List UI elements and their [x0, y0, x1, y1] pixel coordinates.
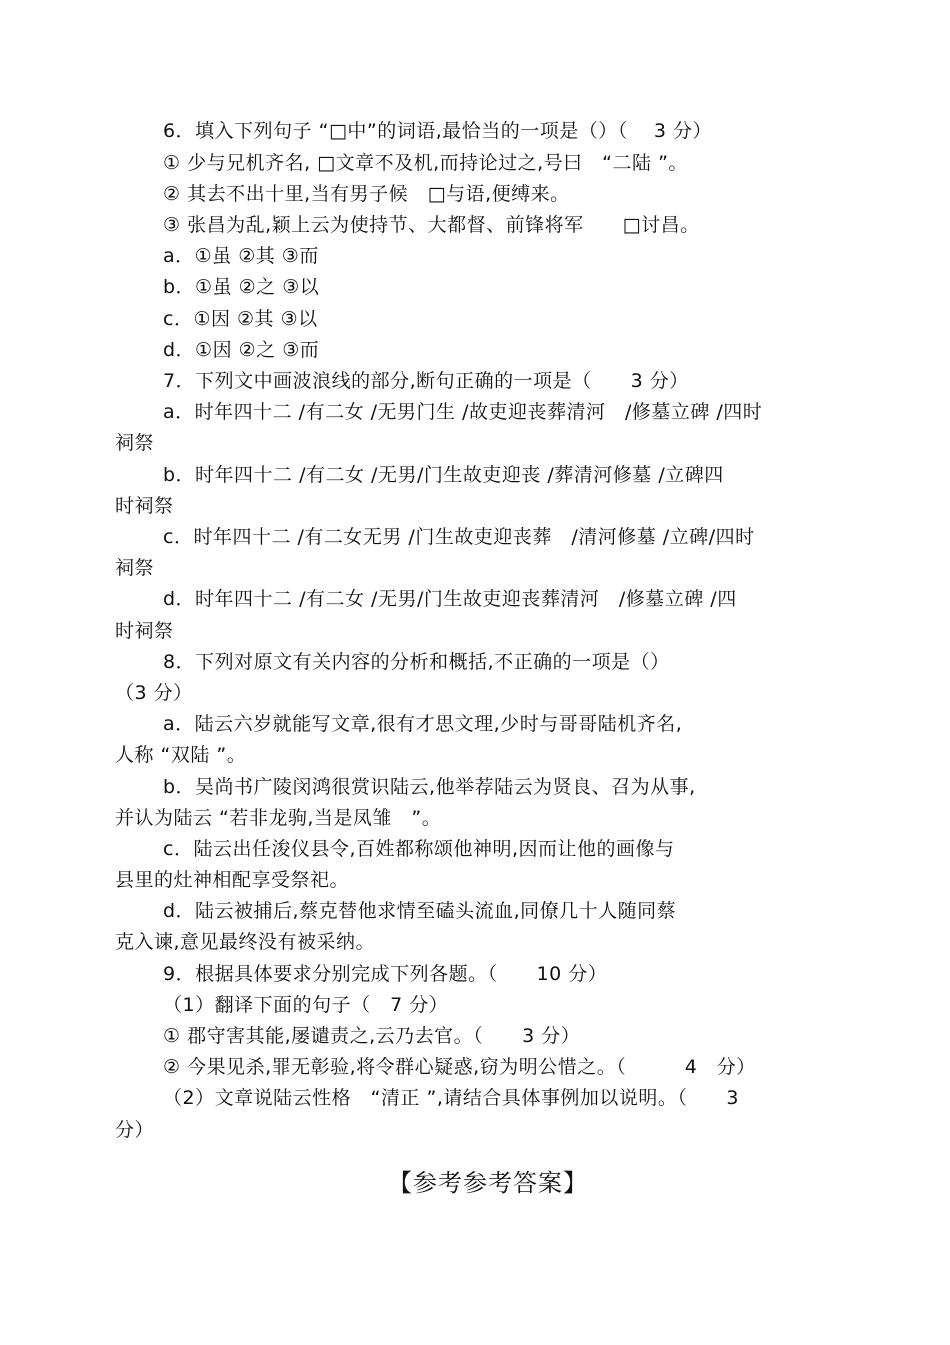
q7-stem: 7．下列文中画波浪线的部分,断句正确的一项是（ 3 分）	[163, 370, 689, 392]
q8-option-a: a．陆云六岁就能写文章,很有才思文理,少时与哥哥陆机齐名,	[163, 713, 683, 735]
q6-sentence-1: ① 少与兄机齐名, □文章不及机,而持论过之,号曰 “二陆 ”。	[163, 152, 688, 174]
q9-part-1-sentence-2: ② 今果见杀,罪无彰验,将令群心疑惑,窃为明公惜之。（ 4 分）	[163, 1056, 756, 1078]
q9-part-2: （2）文章说陆云性格 “清正 ”,请结合具体事例加以说明。（ 3	[163, 1087, 739, 1109]
q6-stem: 6．填入下列句子 “□中”的词语,最恰当的一项是（）（ 3 分）	[163, 120, 712, 142]
q7-option-b: b．时年四十二 /有二女 /无男/门生故吏迎丧 /葬清河修墓 /立碑四	[163, 464, 724, 486]
q7-option-d: d．时年四十二 /有二女 /无男/门生故吏迎丧葬清河 /修墓立碑 /四	[163, 588, 737, 610]
q7-option-b-cont: 时祠祭	[115, 495, 174, 517]
q7-option-a-cont: 祠祭	[115, 432, 155, 454]
q7-option-a: a．时年四十二 /有二女 /无男门生 /故吏迎丧葬清河 /修墓立碑 /四时	[163, 401, 763, 423]
q9-part-2-cont: 分）	[115, 1119, 155, 1141]
q8-option-b: b．吴尚书广陵闵鸿很赏识陆云,他举荐陆云为贤良、召为从事,	[163, 776, 696, 798]
q8-option-d-cont: 克入谏,意见最终没有被采纳。	[115, 931, 376, 953]
q8-stem-cont: （3 分）	[115, 682, 193, 704]
q7-option-c-cont: 祠祭	[115, 557, 155, 579]
q8-stem: 8．下列对原文有关内容的分析和概括,不正确的一项是（）	[163, 651, 670, 673]
q8-option-a-cont: 人称 “双陆 ”。	[115, 744, 247, 766]
q9-stem: 9．根据具体要求分别完成下列各题。（ 10 分）	[163, 963, 608, 985]
q6-sentence-3: ③ 张昌为乱,颖上云为使持节、大都督、前锋将军 □讨昌。	[163, 214, 700, 236]
q8-option-c-cont: 县里的灶神相配享受祭祀。	[115, 869, 350, 891]
q8-option-b-cont: 并认为陆云 “若非龙驹,当是凤雏 ”。	[115, 807, 442, 829]
q6-option-b: b．①虽 ②之 ③以	[163, 276, 320, 298]
q6-option-a: a．①虽 ②其 ③而	[163, 245, 319, 267]
q8-option-d: d．陆云被捕后,蔡克替他求情至磕头流血,同僚几十人随同蔡	[163, 900, 677, 922]
q8-option-c: c．陆云出任浚仪县令,百姓都称颂他神明,因而让他的画像与	[163, 838, 675, 860]
q9-part-1-sentence-1: ① 郡守害其能,屡谴责之,云乃去官。（ 3 分）	[163, 1025, 581, 1047]
q6-option-d: d．①因 ②之 ③而	[163, 339, 320, 361]
q6-sentence-2: ② 其去不出十里,当有男子候 □与语,便缚来。	[163, 183, 570, 205]
q9-part-1: （1）翻译下面的句子（ 7 分）	[163, 994, 449, 1016]
q7-option-d-cont: 时祠祭	[115, 620, 174, 642]
answer-heading: 【参考参考答案】	[388, 1169, 588, 1197]
q7-option-c: c．时年四十二 /有二女无男 /门生故吏迎丧葬 /清河修墓 /立碑/四时	[163, 526, 755, 548]
q6-option-c: c．①因 ②其 ③以	[163, 308, 318, 330]
